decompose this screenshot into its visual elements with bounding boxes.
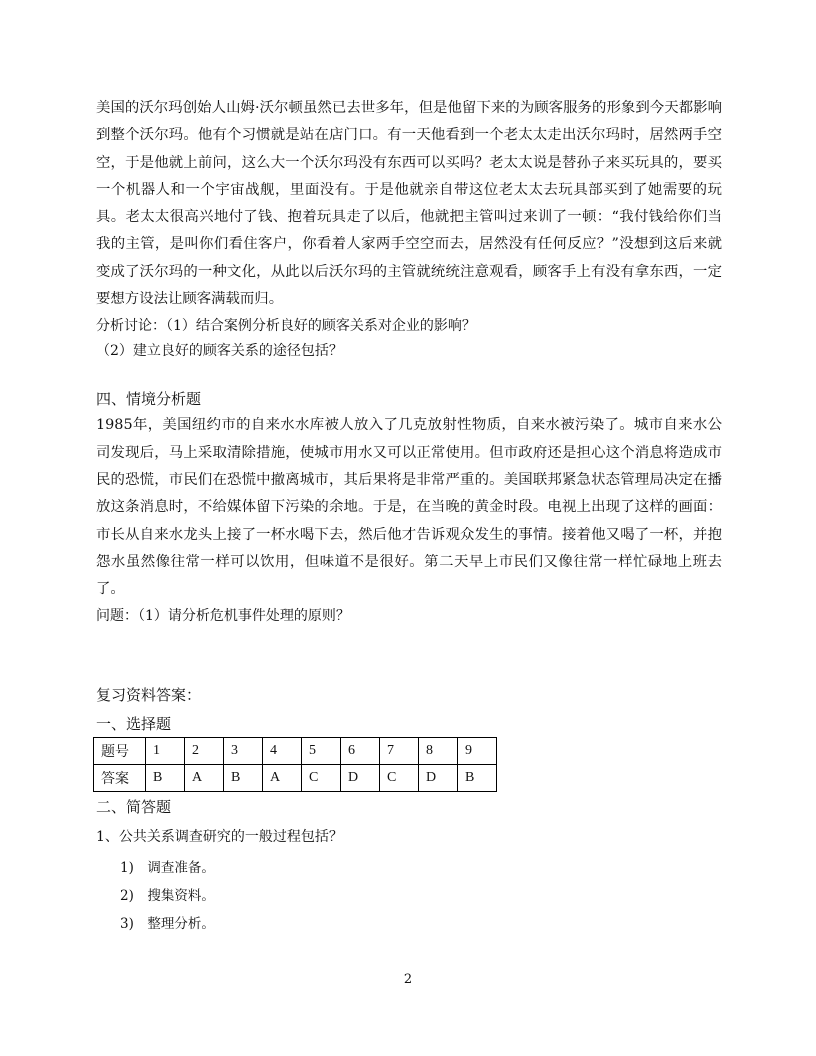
table-cell: 7 [380, 738, 419, 765]
short-answer-question-1: 1、公共关系调查研究的一般过程包括？ [96, 829, 343, 846]
table-cell: 1 [146, 738, 185, 765]
discussion-question-2: （2）建立良好的顾客关系的途径包括？ [96, 343, 343, 360]
table-row-answers [94, 765, 497, 792]
table-cell: 5 [302, 738, 341, 765]
table-cell: 4 [263, 738, 302, 765]
table-header-answer: 答案 [94, 765, 146, 792]
answer-steps-list [96, 854, 722, 938]
answer-table [93, 737, 497, 792]
section-heading-short-answer: 二、简答题 [96, 798, 172, 817]
situation-question: 问题：（1）请分析危机事件处理的原则？ [96, 608, 350, 625]
table-cell: A [185, 765, 224, 792]
table-cell: B [146, 765, 185, 792]
discussion-question-1: 分析讨论：（1）结合案例分析良好的顾客关系对企业的影响？ [96, 318, 476, 335]
table-cell: 6 [341, 738, 380, 765]
table-cell: 8 [419, 738, 458, 765]
section-heading-choice: 一、选择题 [96, 715, 172, 734]
case-paragraph: 美国的沃尔玛创始人山姆·沃尔顿虽然已去世多年，但是他留下来的为顾客服务的形象到今天都影响到整个沃尔玛。他有个习惯就是站在店门口。有一天他看到一个老太太走出沃尔玛时，居然两手空空，于是他就上前问，这么大一个沃尔玛没有东西可以买吗？老太太说是替孙子来买玩具的，要买一个机器人和一个宇宙战舰，里面没有。于是他就亲自带这位老太太去玩具部买到了她需要的玩具。老太太很高兴地付了钱、抱着玩具走了以后，他就把主管叫过来训了一顿：“我付钱给你们当我的主管，是叫你们看住客户，你看着人家两手空空而去，居然没有任何反应？”没想到这后来就变成了沃尔玛的一种文化，从此以后沃尔玛的主管就统统注意观看，顾客手上有没有拿东西，一定要想方设法让顾客满载而归。 [96, 100, 722, 308]
list-item: 1) 调查准备。 [120, 860, 215, 877]
table-cell: B [224, 765, 263, 792]
table-cell: D [419, 765, 458, 792]
table-row-numbers [94, 738, 497, 765]
table-cell: C [302, 765, 341, 792]
table-cell: 2 [185, 738, 224, 765]
table-header-number: 题号 [94, 738, 146, 765]
table-cell: D [341, 765, 380, 792]
table-cell: 3 [224, 738, 263, 765]
table-cell: B [458, 765, 497, 792]
table-cell: 9 [458, 738, 497, 765]
table-cell: A [263, 765, 302, 792]
situation-paragraph: 1985年，美国纽约市的自来水水库被人放入了几克放射性物质，自来水被污染了。城市自来水公司发现后，马上采取清除措施，使城市用水又可以正常使用。但市政府还是担心这个消息将造成市民的恐慌，市民们在恐慌中撤离城市，其后果将是非常严重的。美国联邦紧急状态管理局决定在播放这条消息时，不给媒体留下污染的余地。于是，在当晚的黄金时段。电视上出现了这样的画面：市长从自来水龙头上接了一杯水喝下去，然后他才告诉观众发生的事情。接着他又喝了一杯，并抱怨水虽然像往常一样可以饮用，但味道不是很好。第二天早上市民们又像往常一样忙碌地上班去了。 [96, 417, 722, 598]
list-item: 3) 整理分析。 [120, 916, 215, 933]
page-number: 2 [403, 972, 413, 987]
document-page [96, 95, 722, 938]
table-cell: C [380, 765, 419, 792]
list-item: 2) 搜集资料。 [120, 888, 215, 905]
review-title: 复习资料答案： [96, 686, 202, 705]
section-heading-situation: 四、情境分析题 [96, 390, 202, 409]
